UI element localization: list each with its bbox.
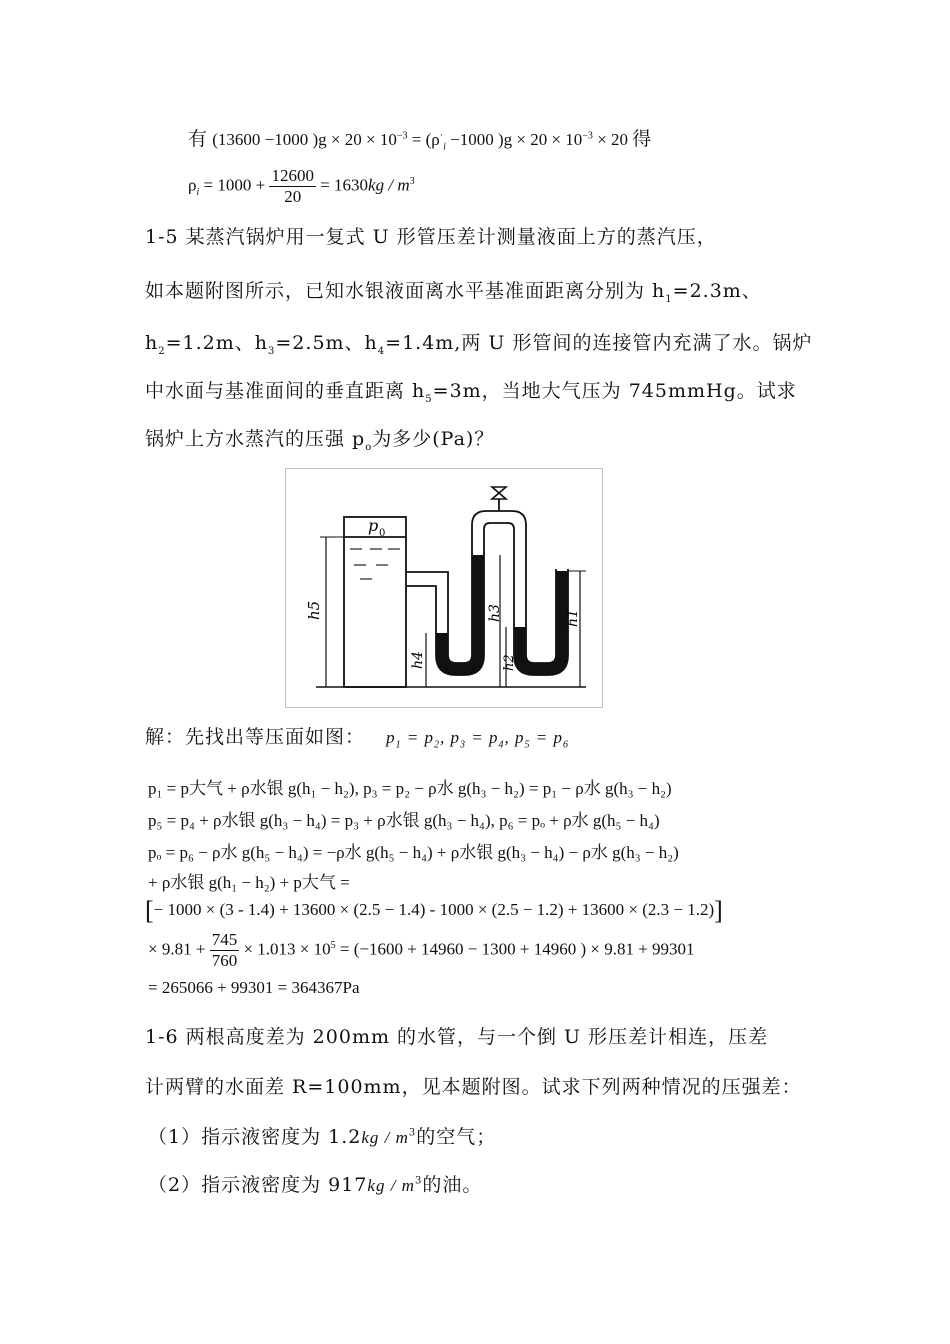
row6-a: × 9.81 + <box>148 939 206 959</box>
solution-row-3: pₒ = p₆ − ρ水 g(h₅ − h₄) = −ρ水 g(h₅ − h₄) + ρ水银 g(h₃ − h₄) − ρ水 g(h₃ − h₂) <box>148 843 679 862</box>
row6-num: 745 <box>211 930 238 949</box>
p15-l2s: 1 <box>665 293 673 305</box>
p15-l4s: 5 <box>425 393 433 405</box>
eq1-part-b: = (ρ <box>407 130 440 149</box>
eqp-sub-6: 6 <box>563 739 570 751</box>
problem-1-6-line-1: 1-6 两根高度差为 200mm 的水管，与一个倒 U 形压差计相连，压差 <box>145 1026 769 1048</box>
label-h4: h4 <box>410 651 426 669</box>
eq1-prime: · <box>439 130 444 142</box>
solution-row-5-text: − 1000 × (3 - 1.4) + 13600 × (2.5 − 1.4) - 1000 × (2.5 − 1.2) + 13600 × (2.3 − 1.2) <box>153 900 715 919</box>
eq1-sub-i: i <box>443 141 446 153</box>
p15-l3-h: h <box>145 332 159 354</box>
eqp-sub-1: 1 <box>395 739 402 751</box>
p16-unit-2: kg / m <box>367 1176 415 1195</box>
label-h5: h5 <box>305 600 323 620</box>
rho-rhs-a: = 1000 + <box>199 175 266 195</box>
problem-1-6-line-4 <box>148 1170 482 1197</box>
rho-sub-i: i <box>196 186 200 198</box>
problem-1-5-line-3 <box>145 328 812 357</box>
p15-l2b: =2.3m、 <box>672 280 762 302</box>
unit-exp: 3 <box>409 175 415 187</box>
eq1-part-c: −1000 )g × 20 × 10 <box>445 130 583 149</box>
solution-row-2: p₅ = p₄ + ρ水银 g(h₃ − h₄) = p₃ + ρ水银 g(h₃ − h₄), p₆ = pₒ + ρ水 g(h₅ − h₄) <box>148 811 660 830</box>
row6-exp: 5 <box>330 939 336 951</box>
p15-l2a: 如本题附图所示，已知水银液面离水平基准面距离分别为 h <box>145 280 666 302</box>
eqp-4: p <box>489 728 499 747</box>
manometer-figure <box>285 468 603 708</box>
p15-l3s3: 3 <box>268 345 276 357</box>
manometer-diagram <box>286 469 602 707</box>
eqp-2: p <box>424 728 435 747</box>
eq1-part-d: × 20 <box>592 130 629 149</box>
problem-1-5-line-1: 1-5 某蒸汽锅炉用一复式 U 形管压差计测量液面上方的蒸汽压， <box>145 226 717 248</box>
fraction-745-760 <box>210 930 240 971</box>
problem-1-5-line-2 <box>145 276 762 305</box>
label-p0: p <box>368 516 379 535</box>
p15-l4b: =3m，当地大气压为 745mmHg。试求 <box>432 380 797 402</box>
row6-den: 760 <box>211 951 238 970</box>
solution-intro <box>145 722 569 750</box>
eqp-1: p <box>386 728 396 747</box>
fraction-12600-20 <box>269 166 316 207</box>
eqp-sub-5: 5 <box>524 739 531 751</box>
row6-b: × 1.013 × 10 <box>243 939 331 959</box>
equation-line-2 <box>188 166 415 207</box>
eq1-exp-2: −3 <box>582 130 593 142</box>
unit-kgm3: kg / m <box>368 175 410 195</box>
problem-1-6-line-2: 计两臂的水面差 R=100mm，见本题附图。试求下列两种情况的压强差： <box>145 1076 802 1098</box>
p15-l3s4: 4 <box>377 345 386 357</box>
mercury-u2 <box>514 571 568 675</box>
eqp-3: p <box>450 728 461 747</box>
p16-l4b: 的油。 <box>422 1174 483 1196</box>
equation-line-1 <box>188 124 652 152</box>
word-you: 有 <box>188 129 209 150</box>
bracket-right: ] <box>714 896 723 925</box>
frac-den: 20 <box>284 187 302 206</box>
rho-symbol: ρ <box>188 175 197 195</box>
equal-pressure-planes: $p_1 = p_2$, $p_3 = p_4$, $p_5 = p_6$ <box>386 728 570 751</box>
eqp-5: p <box>515 728 525 747</box>
p16-l4a: （2）指示液密度为 917 <box>148 1174 368 1196</box>
eqp-sub-4: 4 <box>498 739 505 751</box>
solution-row-7: = 265066 + 99301 = 364367Pa <box>148 978 360 997</box>
eqp-sub-3: 3 <box>460 739 467 751</box>
p15-l5a: 锅炉上方水蒸汽的压强 p <box>145 428 366 450</box>
solution-intro-text: 解：先找出等压面如图： <box>145 726 366 748</box>
p15-l3s2: 2 <box>158 345 166 357</box>
eqp-sub-2: 2 <box>434 739 441 751</box>
mercury-u1 <box>436 555 484 675</box>
p16-unit-1: kg / m <box>361 1128 409 1147</box>
problem-1-5-line-4 <box>145 376 797 405</box>
solution-row-4: + ρ水银 g(h₁ − h₂) + p大气 = <box>148 873 350 892</box>
label-h2: h2 <box>502 654 517 671</box>
label-p0-sub: 0 <box>379 528 386 539</box>
p15-l4a: 中水面与基准面间的垂直距离 h <box>145 380 426 402</box>
p16-unit-exp-2: 3 <box>414 1175 423 1187</box>
bracket-left: [ <box>145 896 154 925</box>
problem-1-6-line-3 <box>148 1122 496 1149</box>
p15-l5s: o <box>365 441 373 453</box>
label-h3: h3 <box>487 604 503 622</box>
rho-rhs-b: = 1630 <box>320 175 369 195</box>
p15-l3b: =2.5m、h <box>275 332 378 354</box>
label-h1: h1 <box>565 609 581 627</box>
boiler-shape <box>344 517 406 687</box>
frac-num: 12600 <box>271 166 314 185</box>
p16-l3a: （1）指示液密度为 1.2 <box>148 1126 362 1148</box>
p16-unit-exp-1: 3 <box>408 1127 417 1139</box>
solution-row-1: p₁ = p大气 + ρ水银 g(h₁ − h₂), p₃ = p₂ − ρ水 g(h₃ − h₂) = p₁ − ρ水 g(h₃ − h₂) <box>148 779 672 798</box>
eqp-6: p <box>553 728 564 747</box>
problem-1-5-line-5 <box>145 424 494 453</box>
solution-row-5 <box>145 896 723 926</box>
eq1-part-a: (13600 −1000 )g × 20 × 10 <box>212 130 397 149</box>
p15-l5b: 为多少(Pa)？ <box>372 428 495 450</box>
eq1-exp-1: −3 <box>396 130 408 142</box>
solution-row-6 <box>148 930 695 971</box>
p16-l3b: 的空气； <box>416 1126 497 1148</box>
word-de: 得 <box>632 129 653 150</box>
valve-icon <box>492 487 506 499</box>
row6-c: = (−1600 + 14960 − 1300 + 14960 ) × 9.81 + 99301 <box>335 939 695 959</box>
p15-l3a: =1.2m、h <box>165 332 269 354</box>
p15-l3c: =1.4m,两 U 形管间的连接管内充满了水。锅炉 <box>385 332 813 354</box>
